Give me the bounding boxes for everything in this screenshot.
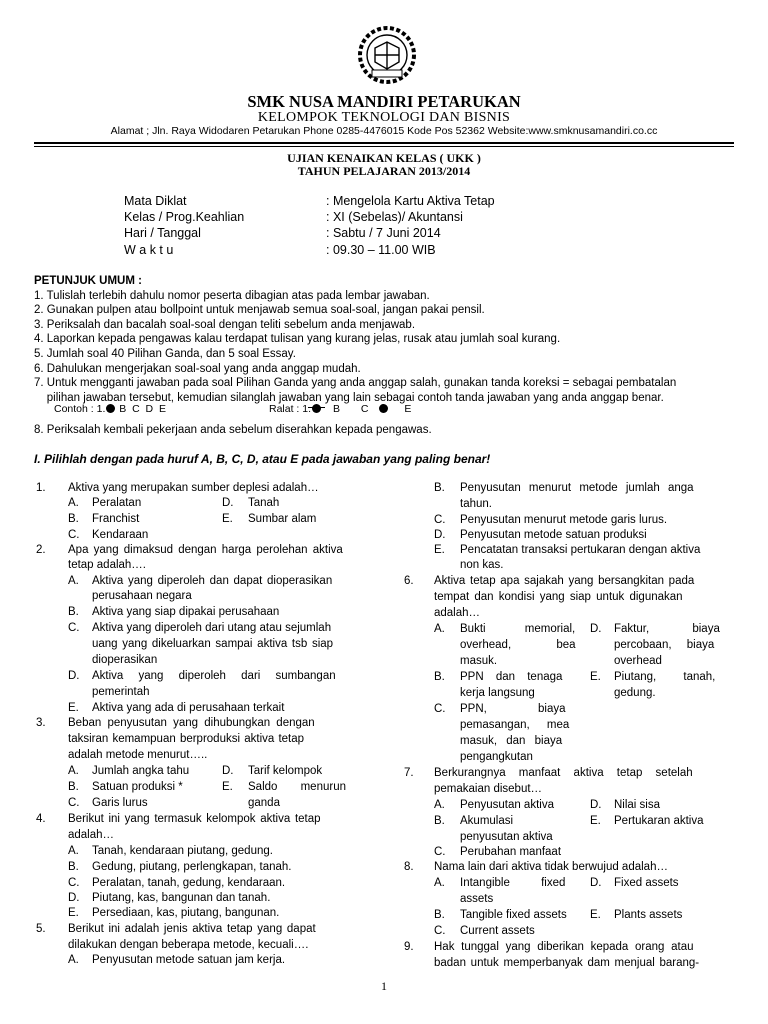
option-text: Gedung, piutang, perlengkapan, tanah. <box>92 861 292 873</box>
info-label-class: Kelas / Prog.Keahlian <box>124 210 245 224</box>
option-letter: E. <box>590 815 601 827</box>
option-text: Sumbar alam <box>248 513 317 525</box>
option-letter: B. <box>68 606 79 618</box>
rule-item: 6. Dahulukan mengerjakan soal-soal yang anda anggap mudah. <box>34 362 361 375</box>
option-text: Penyusutan aktiva <box>460 799 554 811</box>
option-letter: D. <box>222 497 234 509</box>
option-letter: C. <box>68 797 80 809</box>
option-letter: C. <box>434 846 446 858</box>
option-text: Aktiva yang siap dipakai perusahaan <box>92 606 280 618</box>
option-text: overhead, bea <box>460 639 576 651</box>
option-text: Jumlah angka tahu <box>92 765 190 777</box>
option-letter: E. <box>434 544 445 556</box>
option-text: Piutang, tanah, <box>614 671 716 683</box>
option-text: penyusutan aktiva <box>460 831 553 843</box>
option-text: pengangkutan <box>460 751 533 763</box>
option-text: Penyusutan metode satuan jam kerja. <box>92 954 286 966</box>
question-text: Beban penyusutan yang dihubungkan dengan <box>68 717 315 729</box>
info-value-subject: : Mengelola Kartu Aktiva Tetap <box>326 194 495 208</box>
option-letter: C. <box>68 877 80 889</box>
option-text: Garis lurus <box>92 797 148 809</box>
page-number: 1 <box>381 979 387 993</box>
school-name: SMK NUSA MANDIRI PETARUKAN <box>247 92 521 111</box>
question-text: Apa yang dimaksud dengan harga perolehan aktiva <box>68 544 343 556</box>
option-letter: D. <box>68 892 80 904</box>
option-text: tahun. <box>460 498 492 510</box>
ralat-option-e: E <box>404 403 412 415</box>
option-text: Bukti memorial, <box>460 623 576 635</box>
ralat-option-c: C <box>360 403 369 415</box>
option-text: assets <box>460 893 494 905</box>
exam-year: TAHUN PELAJARAN 2013/2014 <box>297 164 471 178</box>
option-text: masuk, dan biaya <box>460 735 563 747</box>
ralat-option-b: B <box>332 403 340 415</box>
option-text: Tanah <box>248 497 280 509</box>
option-text: Satuan produksi * <box>92 781 183 793</box>
option-text: Aktiva yang diperoleh dari utang atau sejumlah <box>92 622 332 634</box>
option-letter: E. <box>68 907 79 919</box>
option-letter: B. <box>434 909 445 921</box>
option-text: kerja langsung <box>460 687 535 699</box>
rule-item: 5. Jumlah soal 40 Pilihan Ganda, dan 5 soal Essay. <box>34 347 296 360</box>
option-letter: A. <box>434 623 445 635</box>
question-text: Berikut ini adalah jenis aktiva tetap yang dapat <box>68 923 316 935</box>
option-text: Tangible fixed assets <box>460 909 567 921</box>
question-text: Berikut ini yang termasuk kelompok aktiva tetap <box>68 813 321 825</box>
rules-heading: PETUNJUK UMUM : <box>34 275 142 287</box>
option-text: ganda <box>248 797 280 809</box>
option-text: pemerintah <box>92 686 150 698</box>
option-letter: B. <box>68 781 79 793</box>
option-letter: C. <box>68 529 80 541</box>
option-letter: A. <box>434 799 445 811</box>
rule-item: 8. Periksalah kembali pekerjaan anda sebelum diserahkan kepada pengawas. <box>34 424 432 436</box>
exam-title: UJIAN KENAIKAN KELAS ( UKK ) <box>287 151 481 165</box>
school-group: KELOMPOK TEKNOLOGI DAN BISNIS <box>257 110 511 125</box>
question-text: Hak tunggal yang diberikan kepada orang atau <box>434 941 694 953</box>
option-letter: A. <box>68 497 79 509</box>
question-number: 3. <box>36 717 46 729</box>
question-text: tempat dan kondisi yang siap untuk digunakan <box>434 591 683 603</box>
rule-item: 2. Gunakan pulpen atau bollpoint untuk menjawab semua soal-soal, jangan pakai pensil. <box>34 304 485 317</box>
question-number: 6. <box>404 575 414 587</box>
option-text: non kas. <box>460 559 504 571</box>
question-text: Nama lain dari aktiva tidak berwujud adalah… <box>434 861 668 873</box>
option-text: Piutang, kas, bangunan dan tanah. <box>92 892 271 904</box>
option-letter: C. <box>434 703 446 715</box>
option-text: Peralatan, tanah, gedung, kendaraan. <box>92 877 286 889</box>
question-text: pemakaian disebut… <box>434 783 543 795</box>
option-letter: C. <box>434 514 446 526</box>
rule-item: 7. Untuk mengganti jawaban pada soal Pilihan Ganda yang anda anggap salah, gunakan tanda koreksi = sebagai pembatalan <box>34 377 677 390</box>
option-text: Franchist <box>92 513 140 525</box>
question-text: Aktiva yang merupakan sumber deplesi adalah… <box>68 482 319 494</box>
option-text: PPN dan tenaga <box>460 671 563 683</box>
option-text: perusahaan negara <box>92 590 192 602</box>
option-letter: A. <box>68 845 79 857</box>
contoh-label: Contoh : 1. <box>54 403 106 415</box>
info-label-time: W a k t u <box>124 243 174 257</box>
rule-item: 3. Periksalah dan bacalah soal-soal dengan teliti sebelum anda menjawab. <box>34 318 416 331</box>
info-label-subject: Mata Diklat <box>124 194 187 208</box>
question-number: 5. <box>36 923 46 935</box>
rule-item: 1. Tulislah terlebih dahulu nomor peserta dibagian atas pada lembar jawaban. <box>34 289 430 302</box>
option-text: Tarif kelompok <box>248 765 323 777</box>
question-number: 9. <box>404 941 414 953</box>
rule-item: 4. Laporkan kepada pengawas kalau terdapat tulisan yang kurang jelas, rusak atau jumlah soal kurang. <box>34 333 561 346</box>
option-text: Intangible fixed <box>460 877 566 889</box>
option-text: Kendaraan <box>92 529 149 541</box>
option-letter: D. <box>590 799 602 811</box>
info-value-class: : XI (Sebelas)/ Akuntansi <box>326 210 463 224</box>
option-letter: C. <box>68 622 80 634</box>
option-letter: B. <box>434 671 445 683</box>
option-text: gedung. <box>614 687 656 699</box>
option-text: Current assets <box>460 925 535 937</box>
school-address: Alamat ; Jln. Raya Widodaren Petarukan Phone 0285-4476015 Kode Pos 52362 Website:www.smknusamandiri.co.cc <box>110 125 658 137</box>
question-text: Berkurangnya manfaat aktiva tetap setelah <box>434 767 693 779</box>
question-number: 4. <box>36 813 46 825</box>
question-text: adalah… <box>434 607 481 619</box>
question-text: adalah metode menurut….. <box>68 749 208 761</box>
option-letter: A. <box>68 575 79 587</box>
option-text: Aktiva yang diperoleh dan dapat dioperasikan <box>92 575 333 587</box>
option-letter: D. <box>590 623 602 635</box>
option-letter: A. <box>68 954 79 966</box>
option-text: Akumulasi <box>460 815 514 827</box>
question-text: dilakukan dengan beberapa metode, kecuali…. <box>68 939 309 951</box>
option-text: percobaan, biaya <box>614 639 715 651</box>
question-text: tetap adalah…. <box>68 559 147 571</box>
question-number: 2. <box>36 544 46 556</box>
ralat-label: Ralat : 1. <box>269 403 312 415</box>
option-letter: B. <box>68 513 79 525</box>
info-value-time: : 09.30 – 11.00 WIB <box>326 243 436 257</box>
option-text: Penyusutan menurut metode jumlah anga <box>460 482 694 494</box>
option-text: Penyusutan metode satuan produksi <box>460 529 647 541</box>
option-text: Pencatatan transaksi pertukaran dengan aktiva <box>460 544 701 556</box>
question-number: 7. <box>404 767 414 779</box>
option-letter: E. <box>222 513 233 525</box>
option-letter: D. <box>434 529 446 541</box>
rule-item: pilihan jawaban tersebut, kemudian silanglah jawaban yang lain sebagai contoh tanda jawaban yang anda anggap benar. <box>34 391 664 404</box>
option-letter: A. <box>68 765 79 777</box>
section-instruction: I. Pilihlah dengan pada huruf A, B, C, D, atau E pada jawaban yang paling benar! <box>34 452 491 466</box>
option-text: Nilai sisa <box>614 799 661 811</box>
option-text: Fixed assets <box>614 877 679 889</box>
option-letter: E. <box>68 702 79 714</box>
option-text: Penyusutan menurut metode garis lurus. <box>460 514 668 526</box>
option-text: PPN, biaya <box>460 703 566 715</box>
question-number: 8. <box>404 861 414 873</box>
option-text: Persediaan, kas, piutang, bangunan. <box>92 907 280 919</box>
option-text: Plants assets <box>614 909 683 921</box>
question-text: badan untuk memperbanyak dam menjual barang- <box>434 957 700 969</box>
option-letter: E. <box>590 909 601 921</box>
option-text: overhead <box>614 655 662 667</box>
option-letter: B. <box>434 482 445 494</box>
option-letter: E. <box>590 671 601 683</box>
option-text: pemasangan, mea <box>460 719 570 731</box>
option-text: Aktiva yang diperoleh dari sumbangan <box>92 670 336 682</box>
option-letter: B. <box>68 861 79 873</box>
option-text: Saldo menurun <box>248 781 346 793</box>
option-letter: E. <box>222 781 233 793</box>
option-letter: D. <box>590 877 602 889</box>
option-text: masuk. <box>460 655 498 667</box>
option-text: Perubahan manfaat <box>460 846 562 858</box>
question-number: 1. <box>36 482 46 494</box>
option-letter: D. <box>222 765 234 777</box>
question-text: taksiran kemampuan berproduksi aktiva tetap <box>68 733 305 745</box>
question-text: adalah… <box>68 829 115 841</box>
option-letter: A. <box>434 877 445 889</box>
option-letter: B. <box>434 815 445 827</box>
option-text: Pertukaran aktiva <box>614 815 704 827</box>
option-text: Peralatan <box>92 497 142 509</box>
option-text: Aktiva yang ada di perusahaan terkait <box>92 702 285 714</box>
info-label-date: Hari / Tanggal <box>124 226 201 240</box>
question-text: Aktiva tetap apa sajakah yang bersangkitan pada <box>434 575 695 587</box>
option-text: dioperasikan <box>92 654 158 666</box>
option-letter: D. <box>68 670 80 682</box>
option-letter: C. <box>434 925 446 937</box>
option-text: Tanah, kendaraan piutang, gedung. <box>92 845 273 857</box>
option-text: uang yang dikeluarkan sampai aktiva tsb siap <box>92 638 334 650</box>
info-value-date: : Sabtu / 7 Juni 2014 <box>326 226 441 240</box>
option-text: Faktur, biaya <box>614 623 720 635</box>
contoh-options: B C D E <box>119 403 166 415</box>
